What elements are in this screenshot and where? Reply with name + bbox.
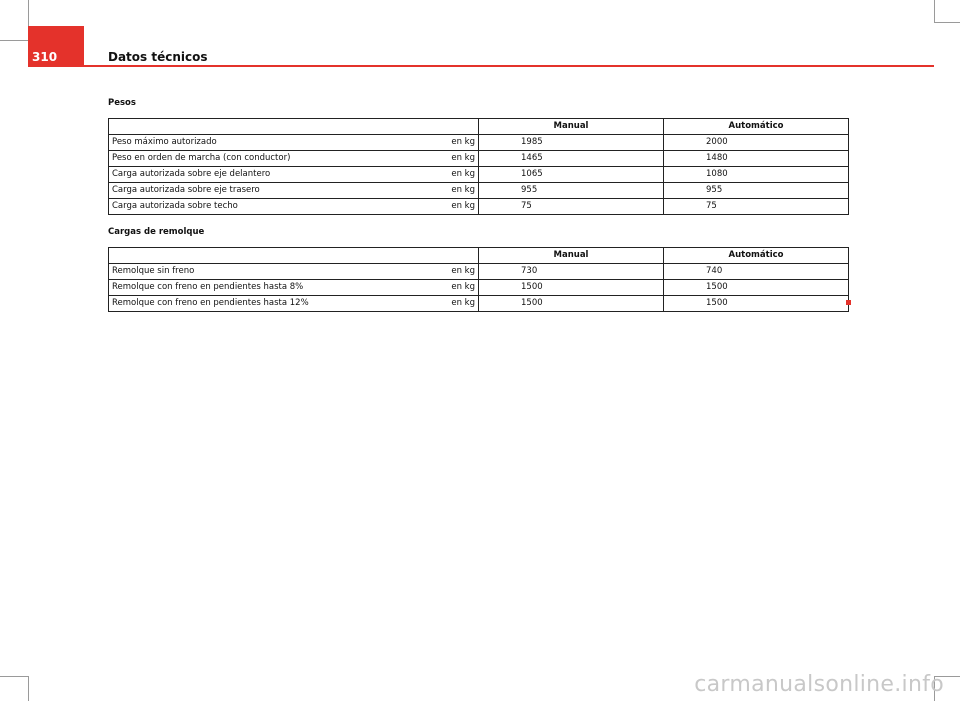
- crop-mark: [934, 22, 960, 23]
- value-manual: 1065: [479, 167, 664, 183]
- value-automatico: 1500: [664, 280, 849, 296]
- value-automatico: 2000: [664, 135, 849, 151]
- column-header-automatico: Automático: [664, 248, 849, 264]
- column-header-manual: Manual: [479, 248, 664, 264]
- table-row: [109, 199, 849, 215]
- value-automatico: 1480: [664, 151, 849, 167]
- value-automatico: 955: [664, 183, 849, 199]
- row-label: Remolque con freno en pendientes hasta 12%: [109, 296, 445, 312]
- value-automatico: 75: [664, 199, 849, 215]
- crop-mark: [0, 40, 28, 41]
- section-heading-remolque: Cargas de remolque: [108, 227, 205, 237]
- table-row: [109, 296, 849, 312]
- row-label: Remolque con freno en pendientes hasta 8%: [109, 280, 445, 296]
- table-row: [109, 167, 849, 183]
- row-label: Peso en orden de marcha (con conductor): [109, 151, 445, 167]
- weights-table: [108, 118, 849, 215]
- row-unit: en kg: [445, 135, 479, 151]
- column-header-manual: Manual: [479, 119, 664, 135]
- trailer-loads-table: [108, 247, 849, 312]
- value-manual: 1500: [479, 280, 664, 296]
- row-unit: en kg: [445, 199, 479, 215]
- table-row: [109, 151, 849, 167]
- table-row: [109, 135, 849, 151]
- value-manual: 75: [479, 199, 664, 215]
- section-end-marker: [846, 300, 851, 305]
- value-manual: 1465: [479, 151, 664, 167]
- table-header-row: [109, 248, 849, 264]
- crop-mark: [934, 0, 935, 22]
- value-automatico: 1080: [664, 167, 849, 183]
- row-label: Carga autorizada sobre eje trasero: [109, 183, 445, 199]
- row-label: Peso máximo autorizado: [109, 135, 445, 151]
- row-unit: en kg: [445, 296, 479, 312]
- value-manual: 730: [479, 264, 664, 280]
- row-unit: en kg: [445, 264, 479, 280]
- column-header-automatico: Automático: [664, 119, 849, 135]
- row-unit: en kg: [445, 280, 479, 296]
- row-unit: en kg: [445, 183, 479, 199]
- crop-mark: [28, 676, 29, 701]
- value-manual: 955: [479, 183, 664, 199]
- row-unit: en kg: [445, 167, 479, 183]
- page-title: Datos técnicos: [108, 50, 208, 64]
- table-header-empty: [109, 119, 479, 135]
- row-label: Carga autorizada sobre eje delantero: [109, 167, 445, 183]
- value-automatico: 740: [664, 264, 849, 280]
- table-header-empty: [109, 248, 479, 264]
- row-label: Remolque sin freno: [109, 264, 445, 280]
- watermark: carmanualsonline.info: [694, 672, 944, 697]
- row-unit: en kg: [445, 151, 479, 167]
- table-row: [109, 183, 849, 199]
- table-row: [109, 264, 849, 280]
- section-heading-pesos: Pesos: [108, 98, 136, 108]
- table-row: [109, 280, 849, 296]
- value-manual: 1500: [479, 296, 664, 312]
- value-automatico: 1500: [664, 296, 849, 312]
- crop-mark: [0, 676, 28, 677]
- header-rule: [28, 65, 934, 67]
- page-number: 310: [32, 50, 58, 64]
- table-header-row: [109, 119, 849, 135]
- value-manual: 1985: [479, 135, 664, 151]
- row-label: Carga autorizada sobre techo: [109, 199, 445, 215]
